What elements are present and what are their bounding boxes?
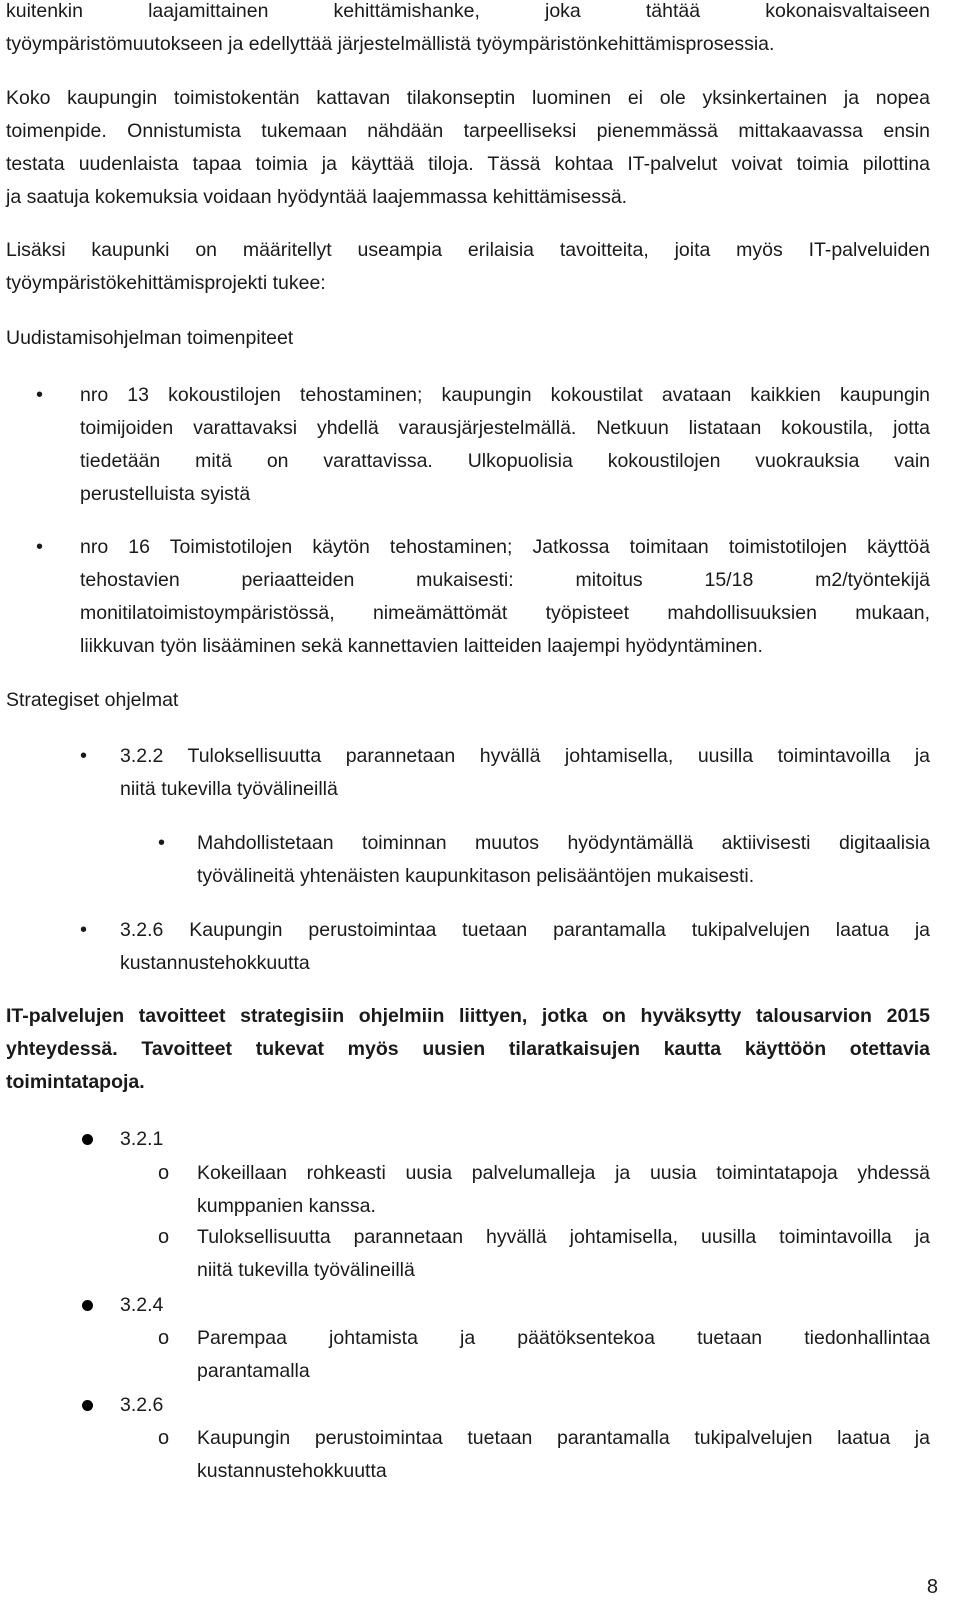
text-line: kuitenkin laajamittainen kehittämishanke, joka tähtää kokonaisvaltaiseen [6,0,930,22]
list-number: 3.2.1 [120,1128,164,1150]
text-line: nro 16 Toimistotilojen käytön tehostaminen; Jatkossa toimitaan toimistotilojen käyttöä [80,536,930,558]
heading-strategiset-ohjelmat [6,684,930,717]
paragraph-tilakonsepti [6,82,930,214]
text-line: toimijoiden varattavaksi yhdellä varausjärjestelmällä. Netkuun listataan kokoustila, jotta [80,417,930,439]
text-line: toimenpide. Onnistumista tukemaan nähdään tarpeelliseksi pienemmässä mittakaavassa ensin [6,120,930,142]
text-line: testata uudenlaista tapaa toimia ja käyttää tiloja. Tässä kohtaa IT-palvelut voivat toimia pilottina [6,153,930,175]
text-line: kumppanien kanssa. [197,1195,376,1217]
text-line: Mahdollistetaan toiminnan muutos hyödyntämällä aktiivisesti digitaalisia [197,832,930,854]
text-line: IT-palvelujen tavoitteet strategisiin ohjelmiin liittyen, jotka on hyväksytty talousarvion 2015 [6,1005,930,1027]
sub-bullet-icon: o [158,1226,170,1248]
heading-text: Strategiset ohjelmat [6,689,179,711]
text-line: nro 13 kokoustilojen tehostaminen; kaupungin kokoustilat avataan kaikkien kaupungin [80,384,930,406]
text-line: liikkuvan työn lisääminen sekä kannettavien laitteiden laajempi hyödyntäminen. [80,635,763,657]
bullet-icon: • [80,919,88,941]
text-line: parantamalla [197,1360,310,1382]
bullet-icon: • [80,745,88,767]
intro-paragraph [6,0,930,61]
text-line: työvälineitä yhtenäisten kaupunkitason pelisääntöjen mukaisesti. [197,865,755,887]
text-line: kustannustehokkuutta [197,1460,387,1482]
list-subitem [197,1422,930,1488]
sub-bullet-icon: o [158,1162,170,1184]
list-item-nro16 [80,531,930,663]
list-subitem-digitaaliset [197,827,930,893]
list-number: 3.2.4 [120,1294,164,1316]
list-item-3-2-6 [120,914,930,980]
text-line: perustelluista syistä [80,483,251,505]
text-line: toimintatapoja. [6,1071,145,1093]
page-number: 8 [926,1576,938,1598]
text-line: tiedetään mitä on varattavissa. Ulkopuolisia kokoustilojen vuokrauksia vain [80,450,930,472]
text-line: niitä tukevilla työvälineillä [120,778,338,800]
bullet-icon: • [36,384,44,406]
heading-text: Uudistamisohjelman toimenpiteet [6,327,294,349]
text-line: 3.2.6 Kaupungin perustoimintaa tuetaan parantamalla tukipalvelujen laatua ja [120,919,930,941]
paragraph-it-tavoitteet [6,1000,930,1099]
text-line: Tuloksellisuutta parannetaan hyvällä johtamisella, uusilla toimintavoilla ja [197,1226,930,1248]
list-item-3-2-2 [120,740,930,806]
text-line: Lisäksi kaupunki on määritellyt useampia erilaisia tavoitteita, joita myös IT-palveluiden [6,239,930,261]
bullet-icon [82,1134,93,1145]
text-line: kustannustehokkuutta [120,952,310,974]
text-line: ja saatuja kokemuksia voidaan hyödyntää laajemmassa kehittämisessä. [6,186,628,208]
text-line: niitä tukevilla työvälineillä [197,1259,415,1281]
text-line: Koko kaupungin toimistokentän kattavan tilakonseptin luominen ei ole yksinkertainen ja nopea [6,87,930,109]
text-line: 3.2.2 Tuloksellisuutta parannetaan hyvällä johtamisella, uusilla toimintavoilla ja [120,745,930,767]
text-line: Kokeillaan rohkeasti uusia palvelumalleja ja uusia toimintatapoja yhdessä [197,1162,930,1184]
text-line: Parempaa johtamista ja päätöksentekoa tuetaan tiedonhallintaa [197,1327,930,1349]
list-subitem [197,1221,930,1287]
text-line: monitilatoimistoympäristössä, nimeämättömät työpisteet mahdollisuuksien mukaan, [80,602,930,624]
text-line: työympäristömuutokseen ja edellyttää järjestelmällistä työympäristönkehittämisprosessia. [6,33,775,55]
bullet-icon [82,1400,93,1411]
paragraph-tavoitteet [6,234,930,300]
text-line: tehostavien periaatteiden mukaisesti: mitoitus 15/18 m2/työntekijä [80,569,930,591]
sub-bullet-icon: o [158,1327,170,1349]
bullet-icon: • [36,536,44,558]
text-line: työympäristökehittämisprojekti tukee: [6,272,326,294]
list-subitem [197,1157,930,1223]
sub-bullet-icon: o [158,1427,170,1449]
text-line: Kaupungin perustoimintaa tuetaan parantamalla tukipalvelujen laatua ja [197,1427,930,1449]
bullet-icon [82,1300,93,1311]
list-subitem [197,1322,930,1388]
bullet-icon: • [158,832,166,854]
list-number: 3.2.6 [120,1394,164,1416]
text-line: yhteydessä. Tavoitteet tukevat myös uusien tilaratkaisujen kautta käyttöön otettavia [6,1038,930,1060]
heading-uudistamisohjelma [6,322,930,355]
list-item-nro13 [80,379,930,511]
